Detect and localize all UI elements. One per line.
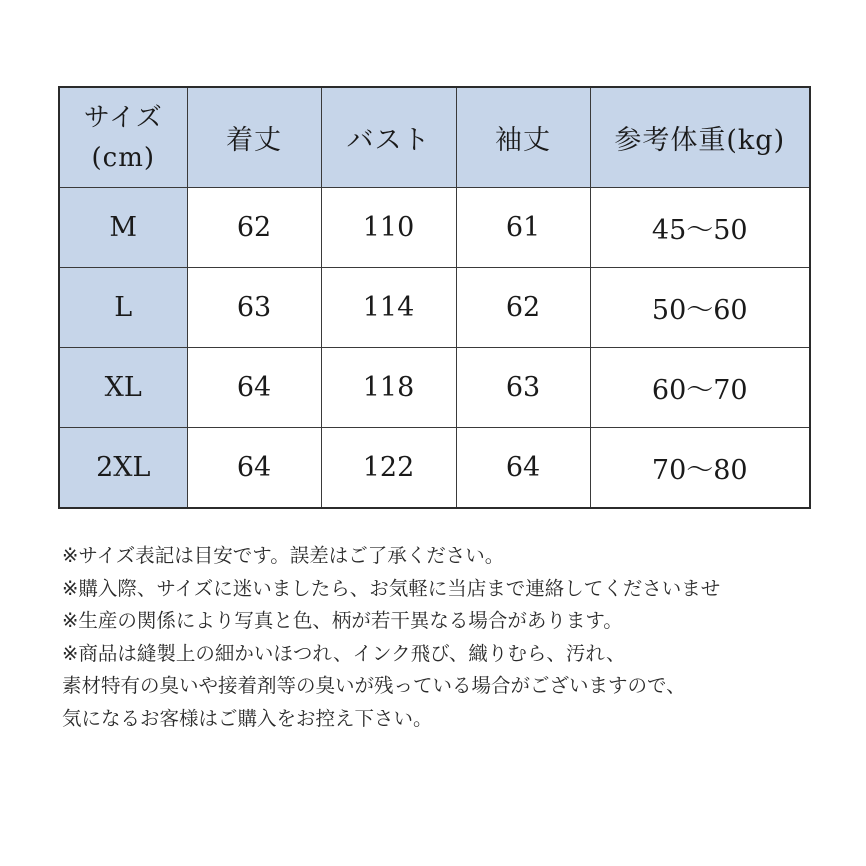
length-cell: 64 (187, 348, 321, 428)
weight-column-header: 参考体重(kg) (590, 87, 810, 188)
note-line: 素材特有の臭いや接着剤等の臭いが残っている場合がございますので、 (62, 674, 686, 697)
table-row (59, 188, 810, 268)
size-label: 2XL (59, 428, 187, 508)
size-header-label: サイズ (83, 102, 163, 133)
size-column-header (59, 87, 187, 188)
bust-cell: 118 (321, 348, 456, 428)
bust-column-header: バスト (321, 87, 456, 188)
unit-label: (cm) (91, 142, 155, 173)
weight-cell: 70〜80 (590, 428, 810, 508)
note-line: ※生産の関係により写真と色、柄が若干異なる場合があります。 (62, 609, 623, 632)
bust-cell: 110 (321, 188, 456, 268)
note-line: ※購入際、サイズに迷いましたら、お気軽に当店まで連絡してくださいませ (62, 576, 721, 600)
length-cell: 62 (187, 188, 321, 268)
size-label: XL (59, 348, 187, 428)
table-row (59, 428, 810, 508)
table-row (59, 348, 810, 428)
length-column-header: 着丈 (187, 87, 321, 188)
size-label: M (59, 188, 187, 268)
size-label: L (59, 268, 187, 348)
table-row (59, 268, 810, 348)
length-cell: 64 (187, 428, 321, 508)
sleeve-cell: 62 (456, 268, 590, 348)
note-line: ※商品は縫製上の細かいほつれ、インク飛び、織りむら、汚れ、 (62, 641, 626, 665)
length-cell: 63 (187, 268, 321, 348)
size-chart-table (58, 86, 811, 509)
notes-block (62, 540, 720, 735)
sleeve-cell: 63 (456, 348, 590, 428)
weight-cell: 60〜70 (590, 348, 810, 428)
sleeve-column-header: 袖丈 (456, 87, 590, 188)
note-line: ※サイズ表記は目安です。誤差はご了承ください。 (62, 544, 505, 567)
table-header-row (59, 87, 810, 188)
note-line: 気になるお客様はご購入をお控え下さい。 (62, 706, 433, 730)
sleeve-cell: 61 (456, 188, 590, 268)
bust-cell: 122 (321, 428, 456, 508)
weight-cell: 50〜60 (590, 268, 810, 348)
weight-cell: 45〜50 (590, 188, 810, 268)
bust-cell: 114 (321, 268, 456, 348)
sleeve-cell: 64 (456, 428, 590, 508)
